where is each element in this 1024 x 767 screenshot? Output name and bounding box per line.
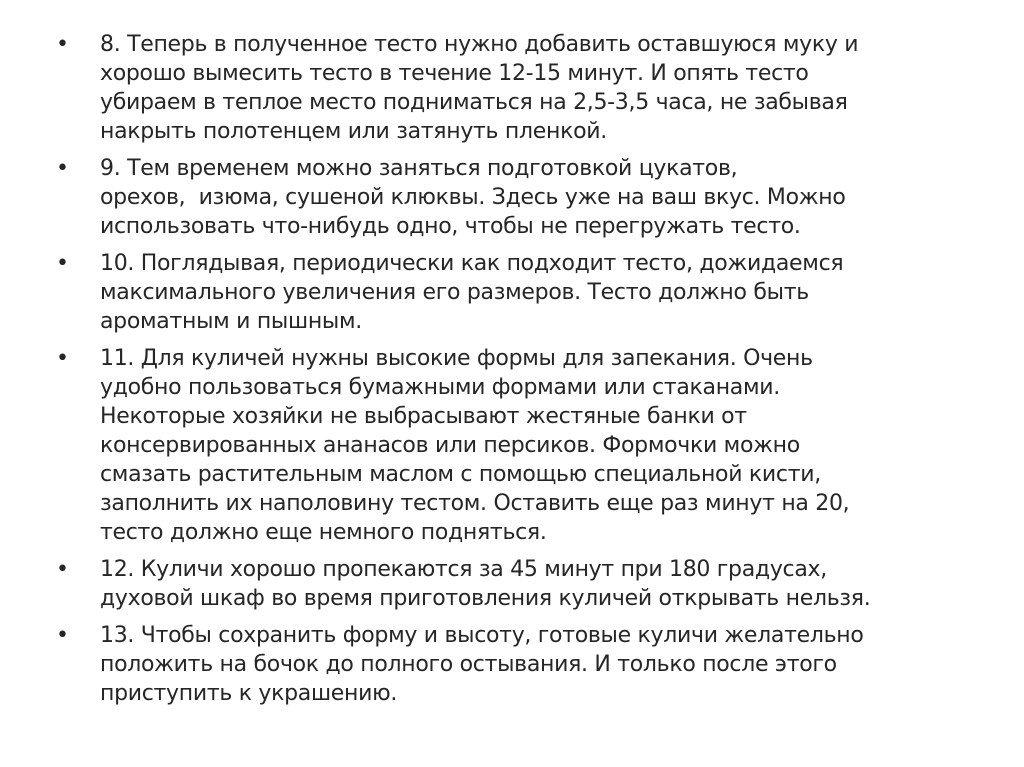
text-line: накрыть полотенцем или затянуть пленкой. xyxy=(100,119,607,144)
text-line: 8. Теперь в полученное тесто нужно добавить оставшуюся муку и xyxy=(100,32,859,57)
text-line: Некоторые хозяйки не выбрасывают жестяные банки от xyxy=(100,404,747,429)
text-line: орехов, изюма, сушеной клюквы. Здесь уже на ваш вкус. Можно xyxy=(100,185,846,210)
bullet-icon: • xyxy=(56,346,69,371)
text-line: приступить к украшению. xyxy=(100,681,398,706)
text-line: хорошо вымесить тесто в течение 12-15 минут. И опять тесто xyxy=(100,61,809,86)
text-line: удобно пользоваться бумажными формами или стаканами. xyxy=(100,375,780,400)
list-item-step-10 xyxy=(56,249,976,336)
bullet-icon: • xyxy=(56,623,69,648)
text-line: ароматным и пышным. xyxy=(100,309,362,334)
text-line: заполнить их наполовину тестом. Оставить еще раз минут на 20, xyxy=(100,491,850,516)
text-line: 9. Тем временем можно заняться подготовкой цукатов, xyxy=(100,156,738,181)
text-line: консервированных ананасов или персиков. Формочки можно xyxy=(100,433,800,458)
text-line: 13. Чтобы сохранить форму и высоту, готовые куличи желательно xyxy=(100,623,864,648)
list-item-step-13 xyxy=(56,621,976,708)
list-item-step-12 xyxy=(56,555,976,613)
text-line: 10. Поглядывая, периодически как подходит тесто, дожидаемся xyxy=(100,251,844,276)
text-line: убираем в теплое место подниматься на 2,5-3,5 часа, не забывая xyxy=(100,90,848,115)
text-line: максимального увеличения его размеров. Тесто должно быть xyxy=(100,280,809,305)
text-line: тесто должно еще немного подняться. xyxy=(100,520,547,545)
text-line: 11. Для куличей нужны высокие формы для запекания. Очень xyxy=(100,346,813,371)
list-item-step-9 xyxy=(56,154,976,241)
text-line: использовать что-нибудь одно, чтобы не перегружать тесто. xyxy=(100,214,801,239)
bullet-icon: • xyxy=(56,156,69,181)
text-line: смазать растительным маслом с помощью специальной кисти, xyxy=(100,462,821,487)
bullet-icon: • xyxy=(56,251,69,276)
text-line: положить на бочок до полного остывания. И только после этого xyxy=(100,652,837,677)
text-line: духовой шкаф во время приготовления куличей открывать нельзя. xyxy=(100,586,871,611)
bullet-list xyxy=(56,30,976,716)
list-item-step-8 xyxy=(56,30,976,146)
list-item-step-11 xyxy=(56,344,976,547)
bullet-icon: • xyxy=(56,557,69,582)
text-line: 12. Куличи хорошо пропекаются за 45 минут при 180 градусах, xyxy=(100,557,827,582)
bullet-icon: • xyxy=(56,32,69,57)
